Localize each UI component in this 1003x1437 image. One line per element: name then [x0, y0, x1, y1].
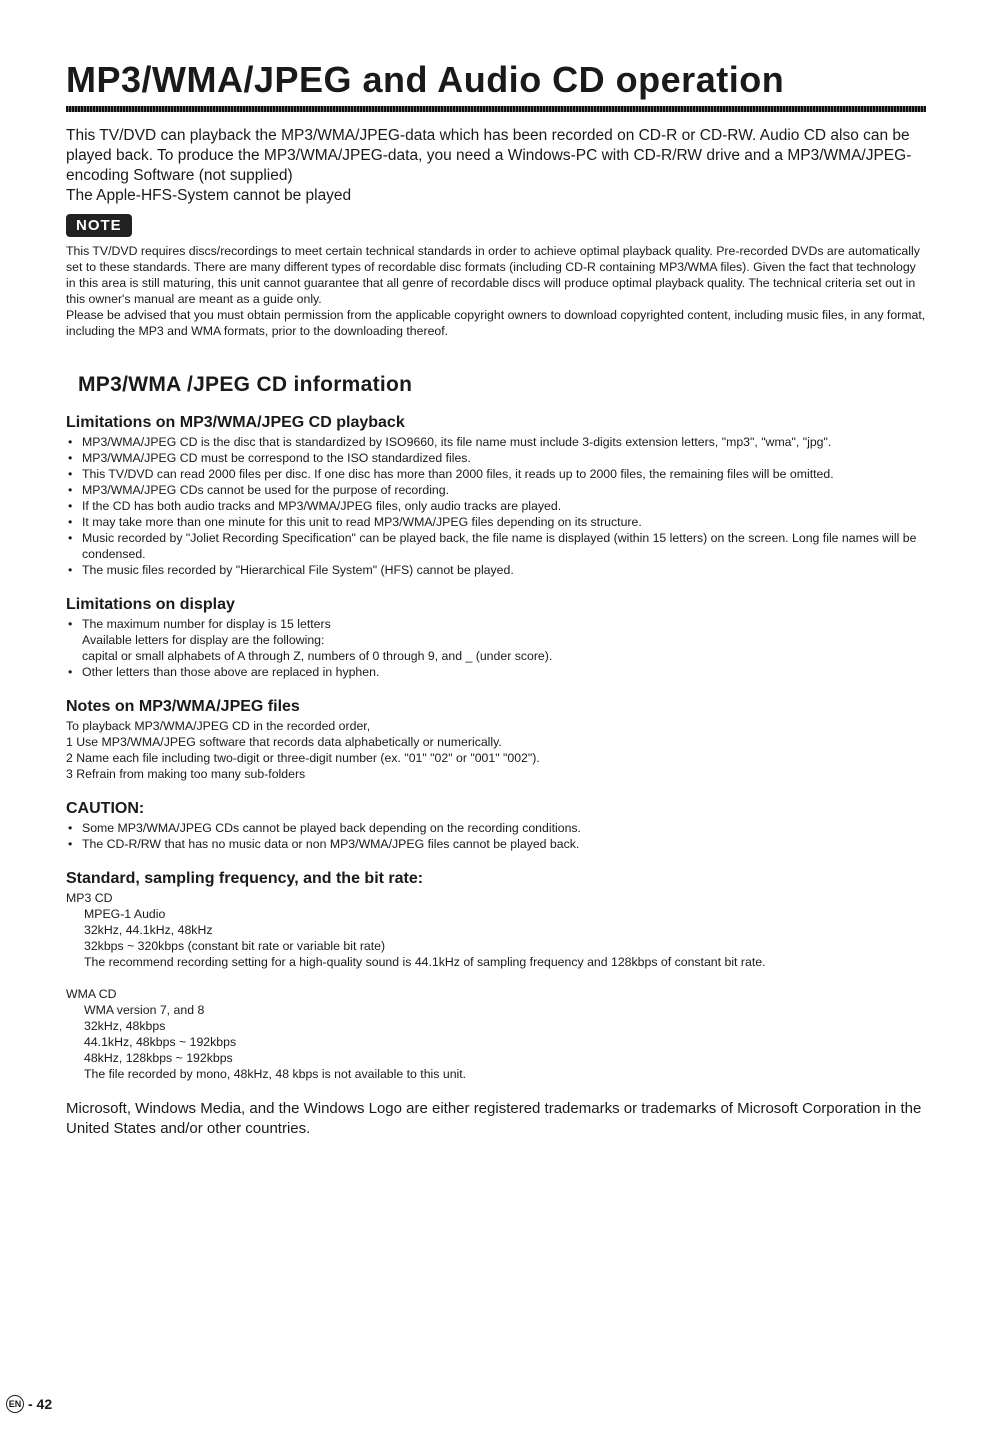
note-paragraph: Please be advised that you must obtain permission from the applicable copyright owners to download copyrighted content, including music files, in any format, including the MP3 and WMA formats, prior to the downloading thereof. — [66, 308, 926, 338]
wma-label: WMA CD — [66, 987, 117, 1001]
intro-paragraph: The Apple-HFS-System cannot be played — [66, 187, 352, 204]
list-item-sub: capital or small alphabets of A through Z, numbers of 0 through 9, and _ (under score). — [82, 649, 553, 663]
page-title: MP3/WMA/JPEG and Audio CD operation — [66, 59, 785, 100]
display-limitations — [66, 595, 926, 680]
spec-line: MPEG-1 Audio — [84, 907, 166, 921]
list-item: • If the CD has both audio tracks and MP3/WMA/JPEG files, only audio tracks are played. — [66, 498, 926, 514]
page-footer — [6, 1395, 52, 1413]
notes-line: 2 Name each file including two-digit or three-digit number (ex. "01" "02" or "001" "002"). — [66, 751, 540, 765]
list-item: • MP3/WMA/JPEG CD is the disc that is standardized by ISO9660, its file name must include 3-digits extension letters, "mp3", "wma", "jpg". — [66, 434, 926, 450]
list-item: • Some MP3/WMA/JPEG CDs cannot be played back depending on the recording conditions. — [66, 820, 926, 836]
list-item: • Other letters than those above are replaced in hyphen. — [66, 664, 926, 680]
display-list — [66, 616, 926, 680]
notes-files — [66, 697, 926, 782]
manual-page — [66, 58, 926, 1154]
note-text — [66, 243, 926, 339]
list-item: • The music files recorded by "Hierarchical File System" (HFS) cannot be played. — [66, 562, 926, 578]
intro — [66, 126, 926, 206]
note-paragraph: This TV/DVD requires discs/recordings to meet certain technical standards in order to achieve optimal playback quality. Pre-recorded DVDs are automatically set to these standards. There are many different types of recordable disc formats (including CD-R containing MP3/WMA files). Given the fact that technology in this area is still maturing, this unit cannot guarantee that all genre of recordable discs will produce optimal playback quality. The technical criteria set out in this owner's manual are meant as a guide only. — [66, 244, 920, 306]
spec-line: WMA version 7, and 8 — [84, 1003, 205, 1017]
notes-heading: Notes on MP3/WMA/JPEG files — [66, 698, 300, 715]
caution-heading: CAUTION: — [66, 800, 145, 817]
notes-line: 3 Refrain from making too many sub-folders — [66, 767, 306, 781]
trademark-notice: Microsoft, Windows Media, and the Windows Logo are either registered trademarks or trademarks of Microsoft Corporation in the United States and/or other countries. — [66, 1100, 922, 1137]
caution — [66, 799, 926, 852]
playback-list — [66, 434, 926, 578]
playback-heading: Limitations on MP3/WMA/JPEG CD playback — [66, 414, 405, 431]
mp3-specs — [66, 906, 926, 970]
spec-line: 32kHz, 48kbps — [84, 1019, 166, 1033]
spacer — [66, 970, 926, 986]
notes-line: To playback MP3/WMA/JPEG CD in the recorded order, — [66, 719, 371, 733]
list-item: • The CD-R/RW that has no music data or non MP3/WMA/JPEG files cannot be played back. — [66, 836, 926, 852]
note-badge: NOTE — [66, 214, 132, 237]
wma-specs — [66, 1002, 926, 1082]
spec-line: 32kbps ~ 320kbps (constant bit rate or variable bit rate) — [84, 939, 386, 953]
page-number: - 42 — [28, 1396, 53, 1412]
list-item: • MP3/WMA/JPEG CDs cannot be used for the purpose of recording. — [66, 482, 926, 498]
list-item-text: The maximum number for display is 15 letters — [82, 617, 331, 631]
spec-line: The file recorded by mono, 48kHz, 48 kbps is not available to this unit. — [84, 1067, 467, 1081]
list-item: • This TV/DVD can read 2000 files per disc. If one disc has more than 2000 files, it reads up to 2000 files, the remaining files will be omitted. — [66, 466, 926, 482]
spec-line: 44.1kHz, 48kbps ~ 192kbps — [84, 1035, 237, 1049]
playback-limitations — [66, 413, 926, 578]
standard-specs — [66, 869, 926, 1082]
list-item: • MP3/WMA/JPEG CD must be correspond to the ISO standardized files. — [66, 450, 926, 466]
spec-line: The recommend recording setting for a high-quality sound is 44.1kHz of sampling frequency and 128kbps of constant bit rate. — [84, 955, 766, 969]
list-item-sub: Available letters for display are the following: — [82, 633, 325, 647]
list-item — [66, 616, 926, 664]
section-title: MP3/WMA /JPEG CD information — [78, 373, 413, 396]
title-rule — [66, 106, 926, 112]
notes-line: 1 Use MP3/WMA/JPEG software that records data alphabetically or numerically. — [66, 735, 502, 749]
list-item: • It may take more than one minute for this unit to read MP3/WMA/JPEG files depending on its structure. — [66, 514, 926, 530]
language-en-icon: EN — [6, 1395, 24, 1413]
spec-line: 32kHz, 44.1kHz, 48kHz — [84, 923, 213, 937]
display-heading: Limitations on display — [66, 596, 235, 613]
intro-paragraph: This TV/DVD can playback the MP3/WMA/JPEG-data which has been recorded on CD-R or CD-RW. Audio CD also can be played back. To produce the MP3/WMA/JPEG-data, you need a Windows-PC with CD-R/RW drive and a MP3/WMA/JPEG-encoding Software (not supplied) — [66, 127, 912, 184]
standard-heading: Standard, sampling frequency, and the bit rate: — [66, 870, 424, 887]
list-item: • Music recorded by "Joliet Recording Specification" can be played back, the file name is displayed (within 15 letters) on the screen. Long file names will be condensed. — [66, 530, 926, 562]
spec-line: 48kHz, 128kbps ~ 192kbps — [84, 1051, 233, 1065]
caution-list — [66, 820, 926, 852]
mp3-label: MP3 CD — [66, 891, 113, 905]
